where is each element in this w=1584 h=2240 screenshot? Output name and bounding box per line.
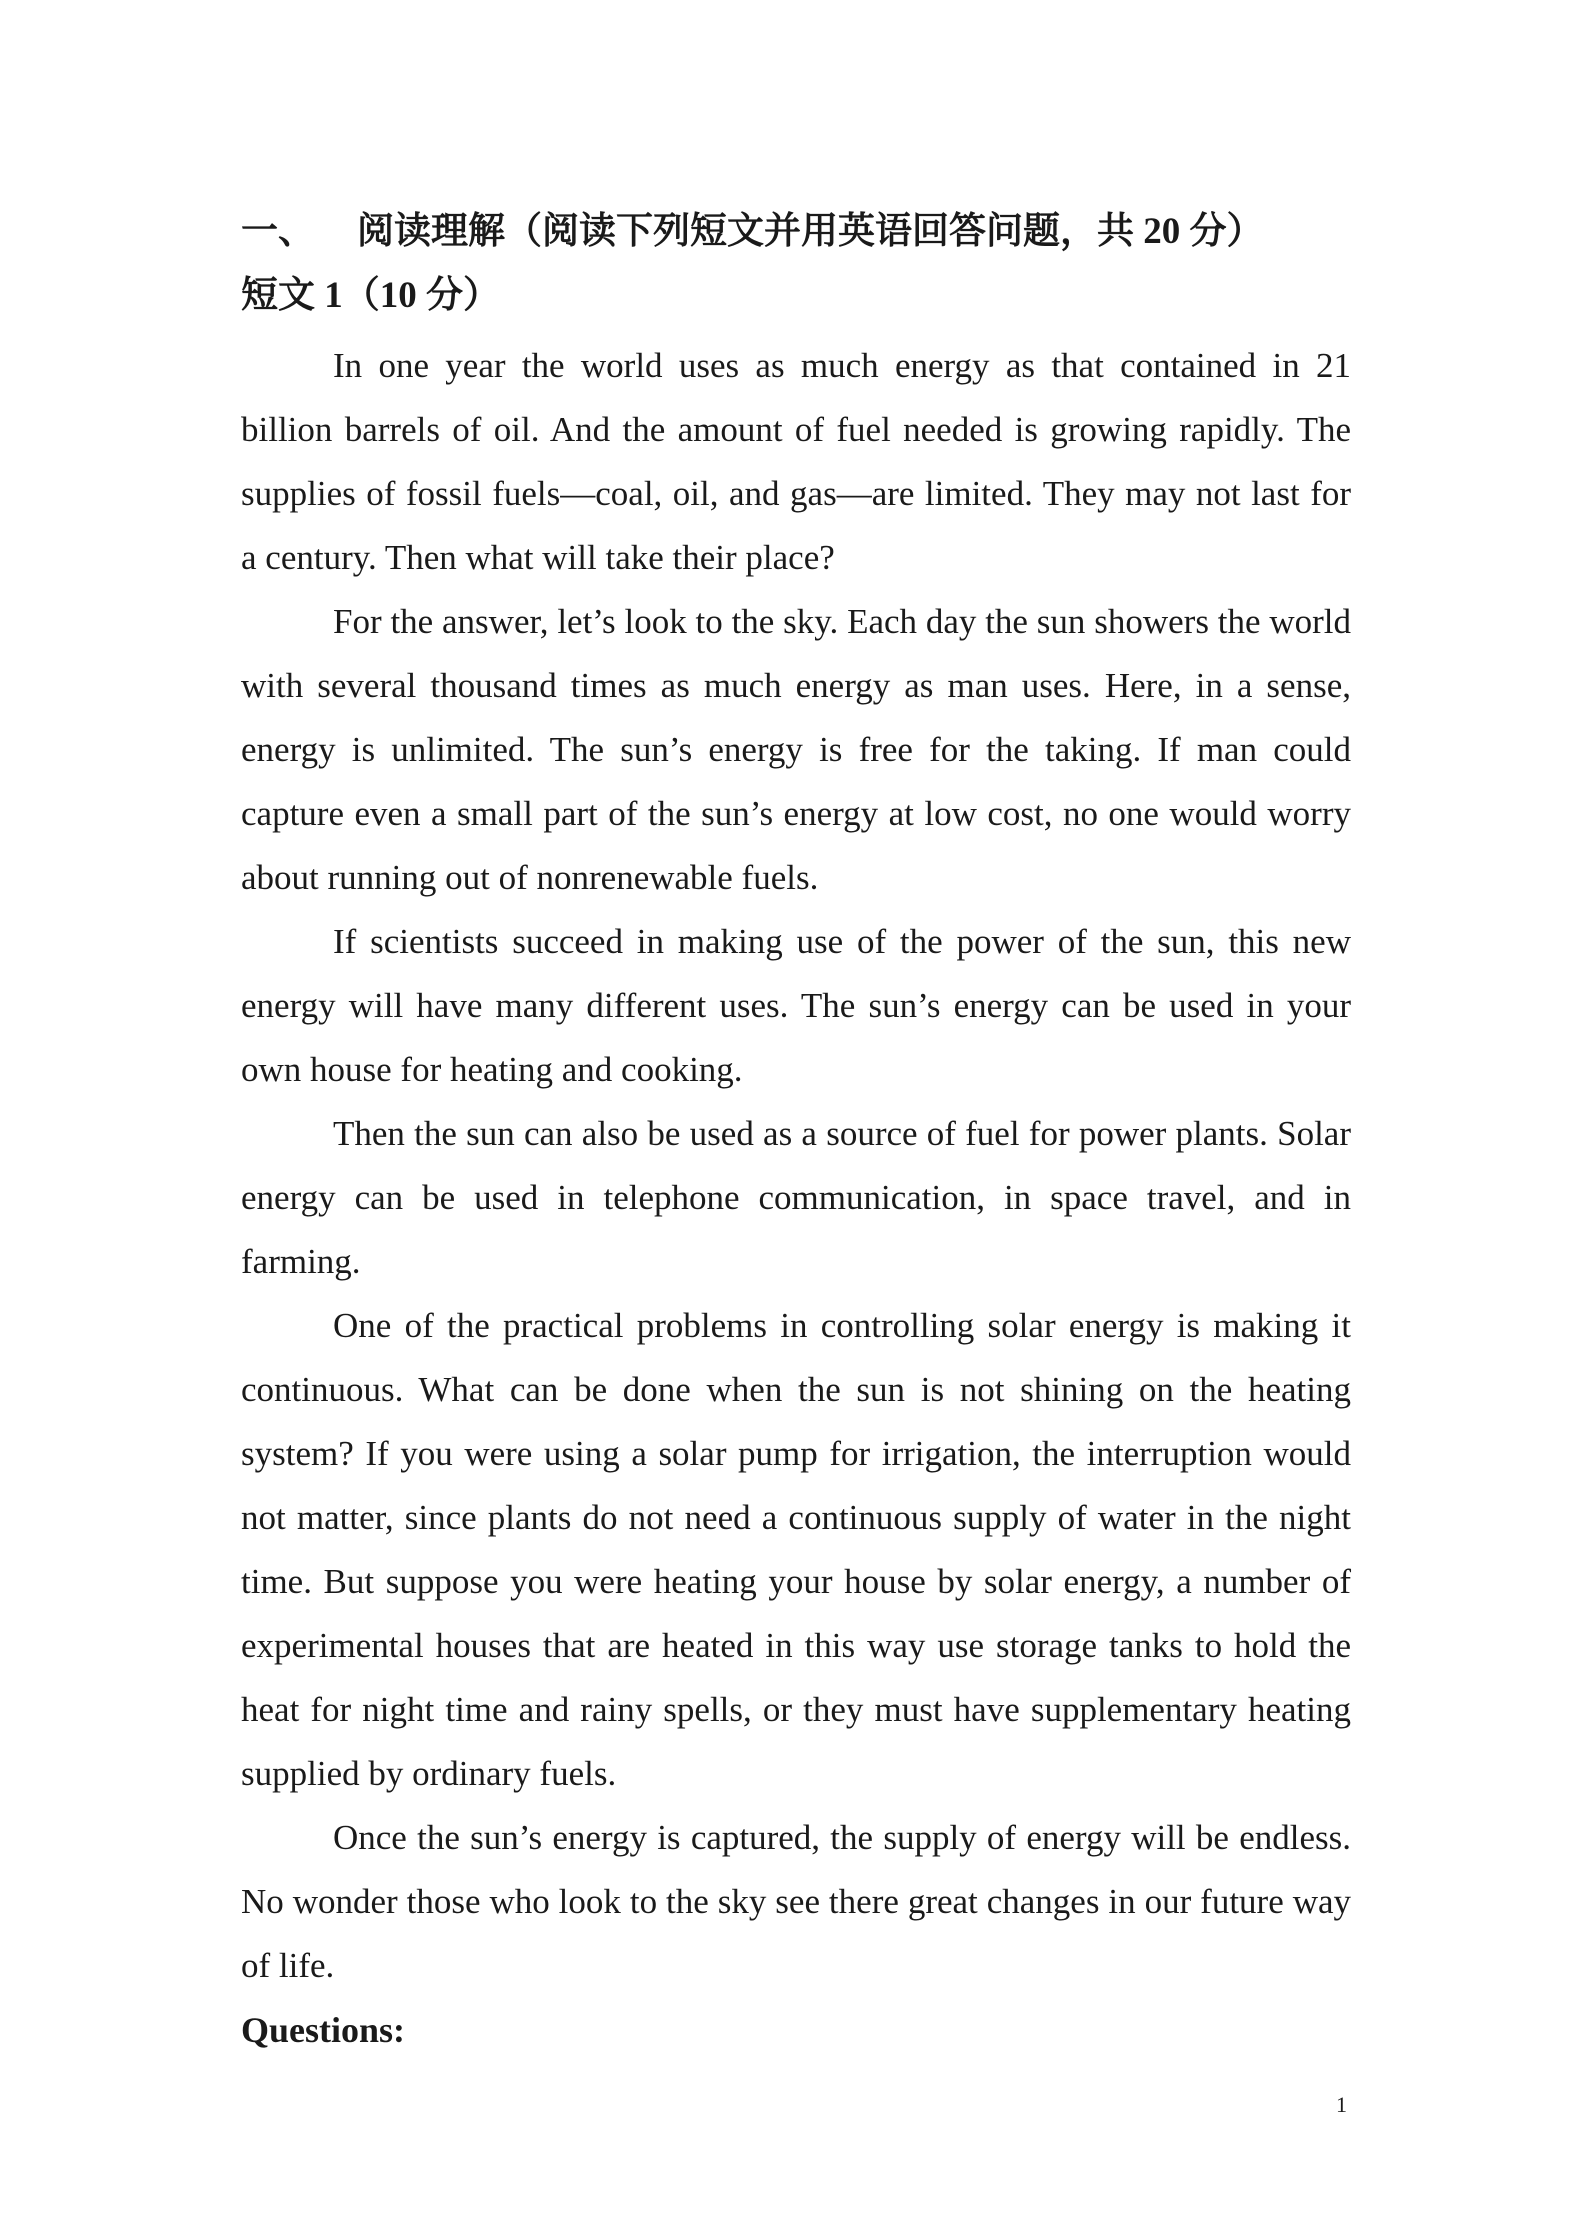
section-number: 一、 — [241, 211, 315, 252]
section-title: 阅读理解（阅读下列短文并用英语回答问题，共 20 分） — [357, 211, 1264, 252]
questions-heading: Questions: — [241, 2010, 406, 2050]
passage-paragraph: Then the sun can also be used as a source of fuel for power plants. Solar energy can be used in telephone communication, in space travel, and in farming. — [241, 1114, 1351, 1281]
document-page — [241, 200, 1351, 2062]
passage-title: 短文 1（10 分） — [241, 275, 500, 316]
passage-paragraph: If scientists succeed in making use of the power of the sun, this new energy will have many different uses. The sun’s energy can be used in your own house for heating and cooking. — [241, 922, 1351, 1089]
passage-paragraph: One of the practical problems in controlling solar energy is making it continuous. What can be done when the sun is not shining on the heating system? If you were using a solar pump for irrigation, the interruption would not matter, since plants do not need a continuous supply of water in the night time. But suppose you were heating your house by solar energy, a number of experimental houses that are heated in this way use storage tanks to hold the heat for night time and rainy spells, or they must have supplementary heating supplied by ordinary fuels. — [241, 1306, 1351, 1793]
passage-paragraph: For the answer, let’s look to the sky. Each day the sun showers the world with several thousand times as much energy as man uses. Here, in a sense, energy is unlimited. The sun’s energy is free for the taking. If man could capture even a small part of the sun’s energy at low cost, no one would worry about running out of nonrenewable fuels. — [241, 602, 1351, 897]
passage-paragraph: In one year the world uses as much energy as that contained in 21 billion barrels of oil. And the amount of fuel needed is growing rapidly. The supplies of fossil fuels—coal, oil, and gas—are limited. They may not last for a century. Then what will take their place? — [241, 346, 1351, 577]
passage-paragraph: Once the sun’s energy is captured, the supply of energy will be endless. No wonder those who look to the sky see there great changes in our future way of life. — [241, 1818, 1351, 1985]
section-heading — [241, 200, 1351, 264]
page-number: 1 — [1336, 2092, 1347, 2117]
